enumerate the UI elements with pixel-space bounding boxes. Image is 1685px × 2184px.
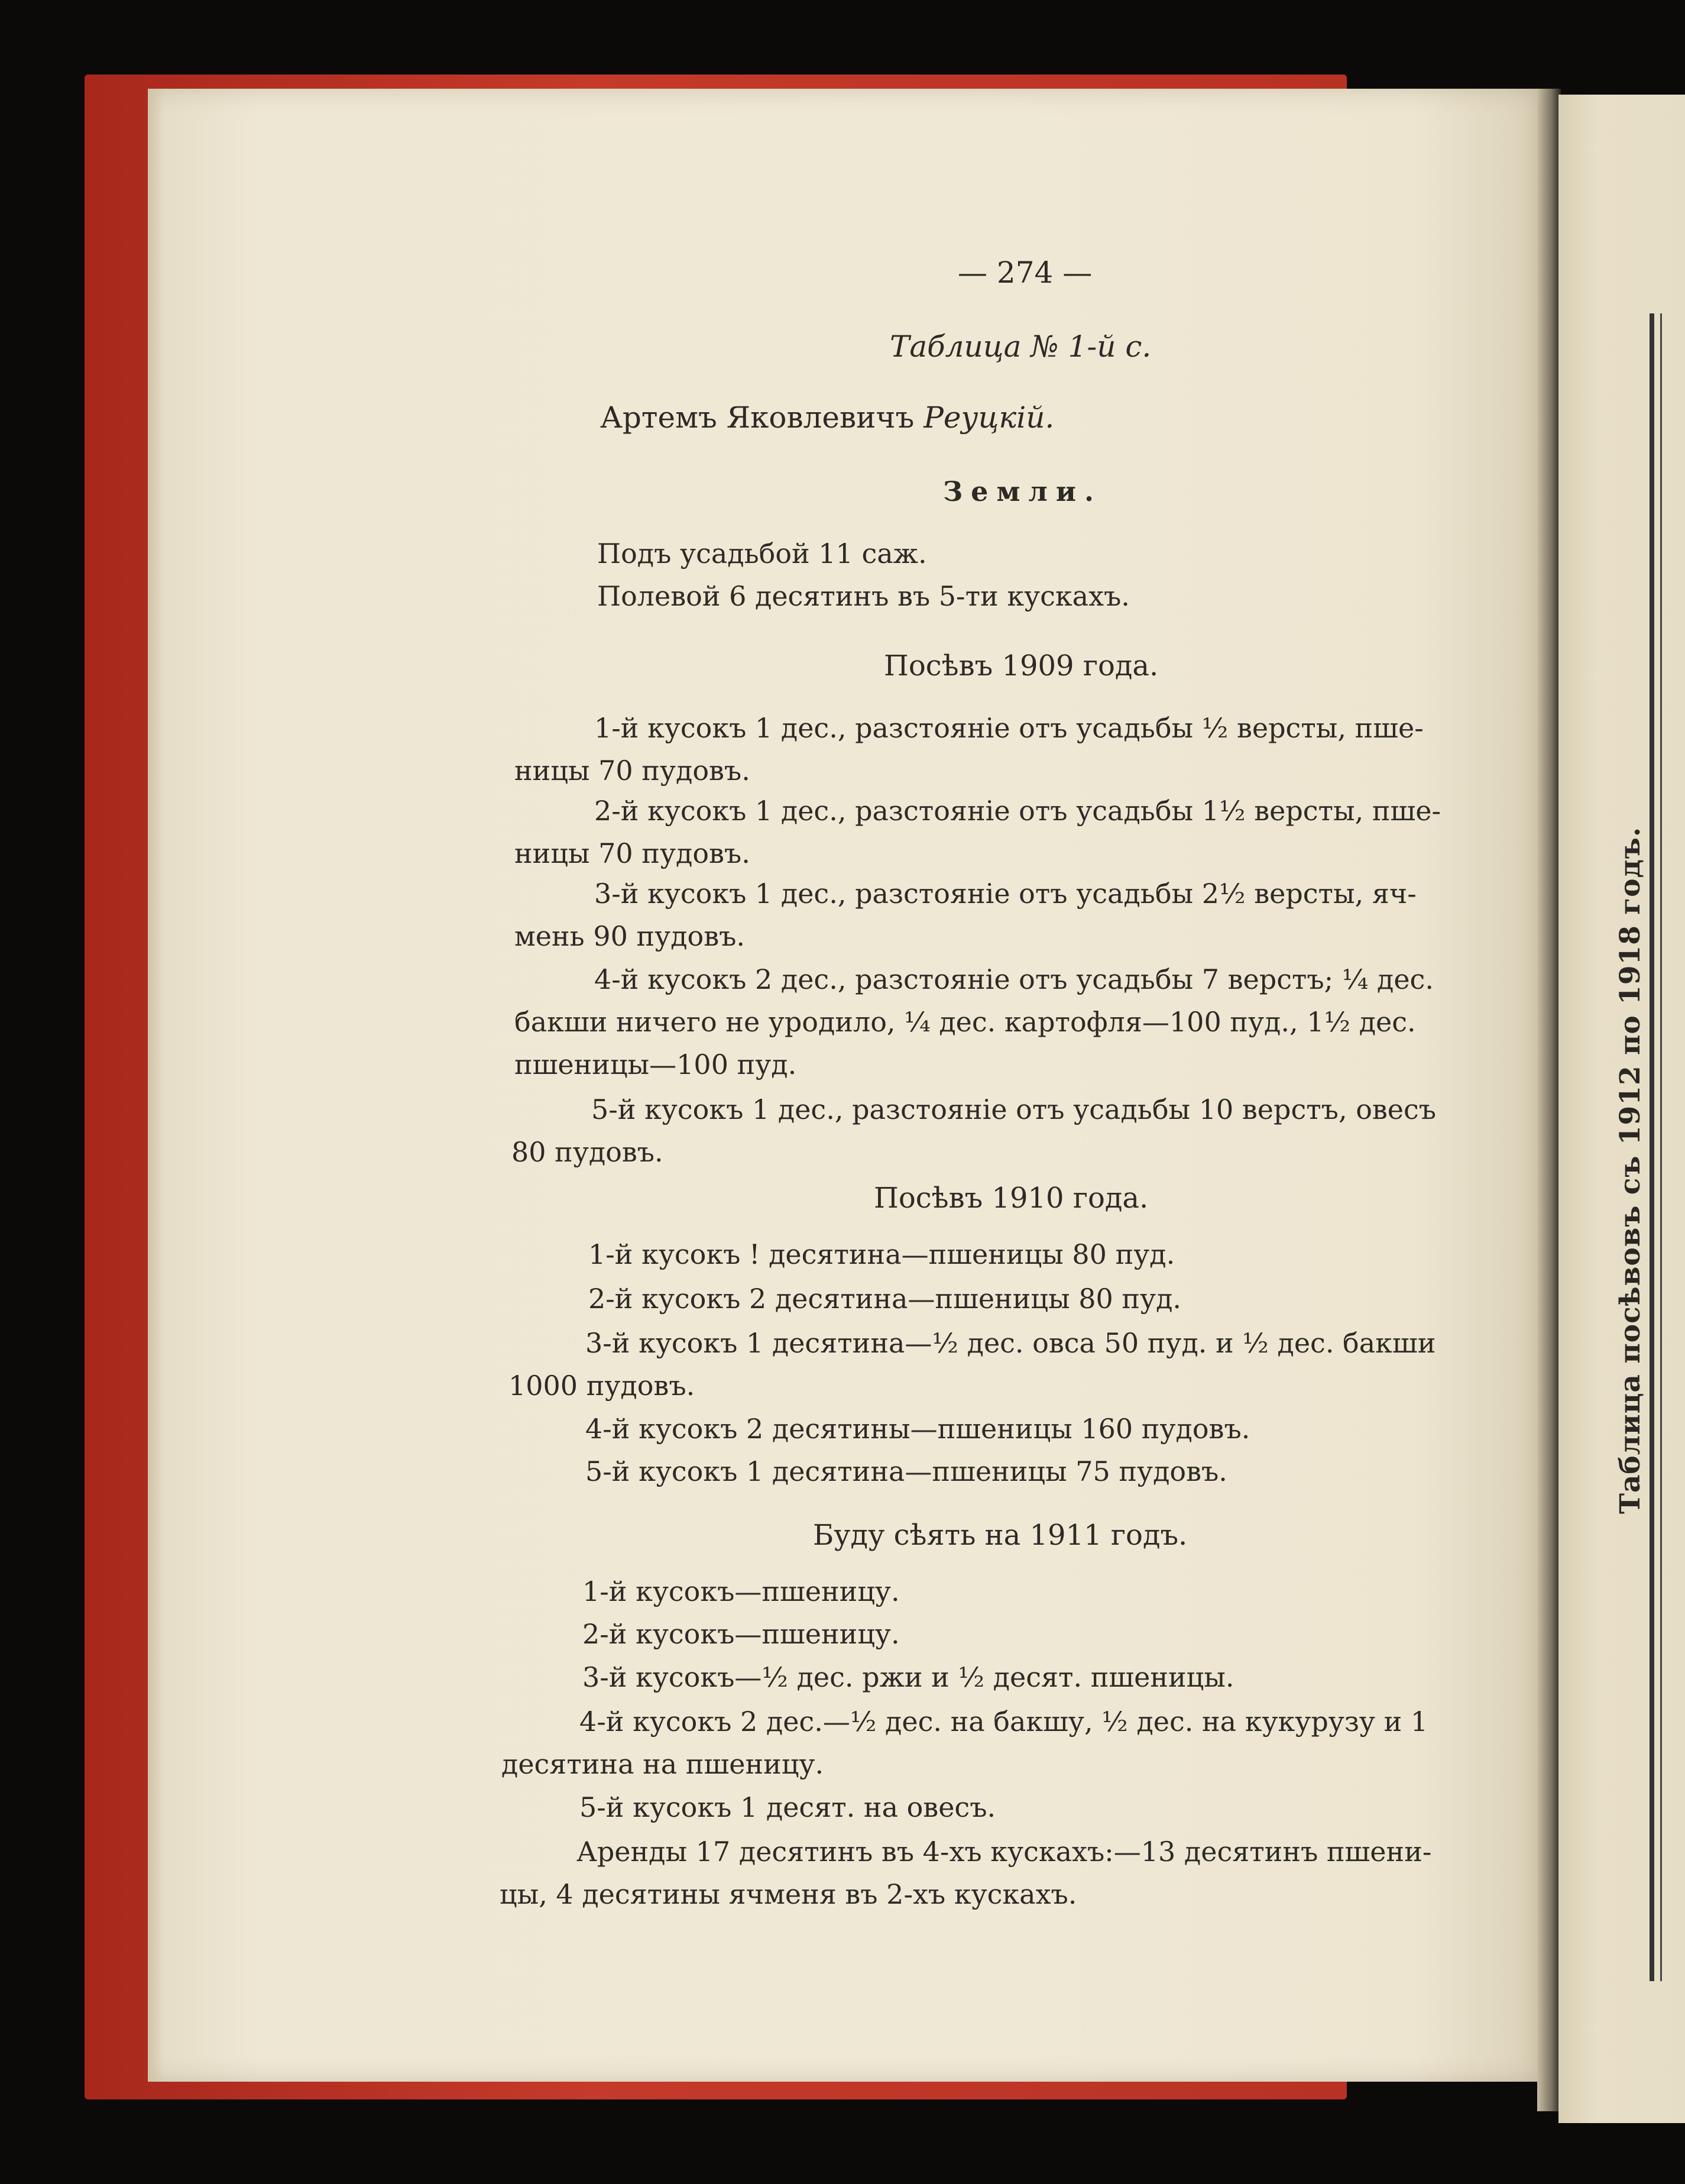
line-1910-3: 3-й кусокъ 1 десятина—½ дес. овса 50 пуд. и ½ дес. бакши — [585, 1327, 1436, 1359]
heading-1910: Посѣвъ 1910 года. — [874, 1182, 1149, 1215]
line-1911-4: 4-й кусокъ 2 дес.—½ дес. на бакшу, ½ дес. на кукурузу и 1 — [579, 1706, 1428, 1738]
line-1911-8: цы, 4 десятины ячменя въ 2-хъ кускахъ. — [500, 1878, 1077, 1910]
section-heading-land: Земли. — [943, 475, 1102, 507]
line-1911-2: 2-й кусокъ—пшеницу. — [582, 1618, 900, 1650]
line-1910-2: 2-й кусокъ 2 десятина—пшеницы 80 пуд. — [588, 1283, 1182, 1315]
owner-name — [600, 396, 1054, 439]
line-1909-1: 1-й кусокъ 1 дес., разстояніе отъ усадьбы ½ версты, пше- — [594, 712, 1424, 744]
line-1909-8: бакши ничего не уродило, ¼ дес. картофля—100 пуд., 1½ дес. — [514, 1006, 1416, 1038]
line-1911-1: 1-й кусокъ—пшеницу. — [582, 1575, 900, 1607]
line-1909-7: 4-й кусокъ 2 дес., разстояніе отъ усадьбы 7 верстъ; ¼ дес. — [594, 963, 1434, 995]
line-1910-1: 1-й кусокъ ! десятина—пшеницы 80 пуд. — [588, 1238, 1175, 1270]
line-1910-4: 1000 пудовъ. — [508, 1370, 695, 1402]
page-number: — 274 — — [958, 255, 1093, 290]
facing-page-caption: Таблица посѣвовъ съ 1912 по 1918 годъ. — [1614, 826, 1647, 1514]
table-title: Таблица № 1-й с. — [890, 329, 1152, 364]
line-1909-4: ницы 70 пудовъ. — [514, 837, 750, 869]
heading-1909: Посѣвъ 1909 года. — [884, 649, 1159, 682]
line-1911-6: 5-й кусокъ 1 десят. на овесъ. — [579, 1791, 996, 1823]
line-1911-3: 3-й кусокъ—½ дес. ржи и ½ десят. пшеницы. — [582, 1661, 1234, 1693]
owner-first-name: Артемъ Яковлевичъ — [600, 400, 915, 435]
heading-1911: Буду сѣять на 1911 годъ. — [813, 1519, 1188, 1552]
facing-page-rule — [1650, 313, 1654, 1981]
line-1911-7: Аренды 17 десятинъ въ 4-хъ кускахъ:—13 десятинъ пшени- — [576, 1836, 1432, 1868]
line-1909-10: 5-й кусокъ 1 дес., разстояніе отъ усадьбы 10 верстъ, овесъ — [591, 1093, 1437, 1125]
line-1909-9: пшеницы—100 пуд. — [514, 1049, 797, 1080]
line-1911-5: десятина на пшеницу. — [501, 1748, 824, 1780]
line-1909-2: ницы 70 пудовъ. — [514, 755, 750, 787]
land-line-1: Подъ усадьбой 11 саж. — [597, 538, 927, 570]
book-gutter — [1537, 89, 1561, 2111]
line-1910-5: 4-й кусокъ 2 десятины—пшеницы 160 пудовъ. — [585, 1413, 1250, 1445]
line-1910-6: 5-й кусокъ 1 десятина—пшеницы 75 пудовъ. — [585, 1455, 1227, 1487]
line-1909-3: 2-й кусокъ 1 дес., разстояніе отъ усадьбы 1½ версты, пше- — [594, 795, 1441, 827]
line-1909-11: 80 пудовъ. — [511, 1136, 663, 1168]
land-line-2: Полевой 6 десятинъ въ 5-ти кускахъ. — [597, 580, 1130, 612]
owner-surname: Реуцкій. — [923, 400, 1055, 435]
facing-page-rule-thin — [1660, 313, 1662, 1981]
line-1909-5: 3-й кусокъ 1 дес., разстояніе отъ усадьбы 2½ версты, яч- — [594, 878, 1417, 910]
line-1909-6: мень 90 пудовъ. — [514, 920, 746, 952]
